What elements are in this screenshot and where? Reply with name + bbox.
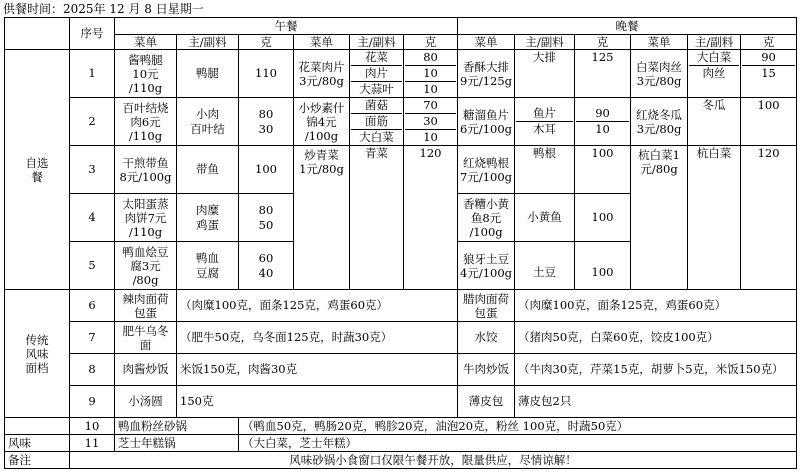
dish-name: 香酥大排 9元/125g xyxy=(458,50,515,98)
dish-name: 狼牙土豆 4元/100g xyxy=(458,242,515,290)
category-flavor: 风味 xyxy=(5,435,70,452)
gram-cell: 80 10 10 xyxy=(404,50,458,98)
dish-description: 米饭150克，肉酱30克 xyxy=(177,354,458,386)
row-number: 11 xyxy=(70,435,115,452)
dish-name: 薄皮包 xyxy=(458,386,515,418)
dish-name: 芝士年糕锅 xyxy=(115,435,239,452)
ingredient-cell: 鸭腿 xyxy=(177,50,239,98)
dish-name: 辣肉面荷 包蛋 xyxy=(115,290,177,322)
dish-name: 香糟小黄 鱼8元 /100g xyxy=(458,194,515,242)
col-dish: 菜单 xyxy=(458,35,515,50)
dish-name: 糖溜鱼片 6元/100g xyxy=(458,98,515,146)
ingredient-cell: 鱼片 木耳 xyxy=(515,98,575,146)
dish-description: （肥牛50克，乌冬面125克，时蔬30克） xyxy=(177,322,458,354)
ingredient-cell: 小肉 百叶结 xyxy=(177,98,239,146)
col-gram: 克 xyxy=(239,35,294,50)
table-row xyxy=(5,354,797,386)
header-row-meal xyxy=(5,18,797,35)
row-number: 10 xyxy=(70,418,115,435)
ingredient-cell: 肉糜 鸡蛋 xyxy=(177,194,239,242)
dish-description: （鸭血50克，鸭肠20克，鸭胗20克，油泡20克，粉丝 100克，时蔬50克） xyxy=(239,418,797,435)
gram-cell: 80 30 xyxy=(239,98,294,146)
dinner-header: 晚餐 xyxy=(458,18,797,35)
note-label: 备注 xyxy=(5,452,70,469)
menu-table xyxy=(4,17,797,469)
dish-name: 腊肉面荷 包蛋 xyxy=(458,290,515,322)
table-row xyxy=(5,50,797,98)
dish-name: 炒青菜 1元/80g xyxy=(294,146,350,290)
row-number: 1 xyxy=(70,50,115,98)
col-dish: 菜单 xyxy=(294,35,350,50)
dish-description: （牛肉30克，芹菜15克，胡萝卜5克，米饭150克） xyxy=(515,354,797,386)
ingredient-cell: 带鱼 xyxy=(177,146,239,194)
gram-cell: 100 xyxy=(239,146,294,194)
dish-description: 150克 xyxy=(177,386,458,418)
gram-cell: 90 15 xyxy=(741,50,797,98)
table-row xyxy=(5,418,797,435)
dish-description: （猪肉50克，白菜60克，饺皮100克） xyxy=(515,322,797,354)
table-row xyxy=(5,322,797,354)
table-row xyxy=(5,386,797,418)
row-number: 5 xyxy=(70,242,115,290)
gram-cell: 125 xyxy=(575,50,631,98)
serving-date-header xyxy=(3,1,204,17)
dish-name: 小汤圆 xyxy=(115,386,177,418)
col-gram: 克 xyxy=(404,35,458,50)
row-number: 7 xyxy=(70,322,115,354)
dish-description: （肉糜100克，面条125克，鸡蛋60克） xyxy=(177,290,458,322)
col-dish: 菜单 xyxy=(115,35,177,50)
dish-name: 杭白菜1 元/80g xyxy=(631,146,688,290)
note-row xyxy=(5,452,797,469)
gram-cell: 100 xyxy=(575,194,631,242)
col-ingredient: 主/副料 xyxy=(515,35,575,50)
category-traditional: 传统 风味 面档 xyxy=(5,290,70,418)
col-ingredient: 主/副料 xyxy=(177,35,239,50)
dish-name: 酱鸭腿 10元 /110g xyxy=(115,50,177,98)
dish-name: 肉酱炒饭 xyxy=(115,354,177,386)
lunch-header: 午餐 xyxy=(115,18,458,35)
serving-date-text: 供餐时间：2025年 12 月 8 日星期一 xyxy=(3,2,204,16)
ingredient-cell: 冬瓜 xyxy=(688,98,741,146)
table-row xyxy=(5,435,797,452)
col-dish: 菜单 xyxy=(631,35,688,50)
gram-cell: 100 xyxy=(575,146,631,194)
col-gram: 克 xyxy=(575,35,631,50)
seq-header: 序号 xyxy=(70,18,115,50)
gram-cell: 100 xyxy=(741,98,797,146)
dish-name: 水饺 xyxy=(458,322,515,354)
ingredient-cell: 菌菇 面筋 大白菜 xyxy=(350,98,404,146)
gram-cell: 120 xyxy=(741,146,797,290)
ingredient-cell: 杭白菜 xyxy=(688,146,741,290)
dish-name: 小炒素什 锦4元 /100g xyxy=(294,98,350,146)
ingredient-cell: 大白菜 肉丝 xyxy=(688,50,741,98)
dish-name: 肥牛乌冬 面 xyxy=(115,322,177,354)
dish-name: 红烧鸭根 7元/100g xyxy=(458,146,515,194)
col-ingredient: 主/副料 xyxy=(688,35,741,50)
dish-name: 红烧冬瓜 3元/80g xyxy=(631,98,688,146)
table-row xyxy=(5,98,797,146)
row-number: 8 xyxy=(70,354,115,386)
col-ingredient: 主/副料 xyxy=(350,35,404,50)
gram-cell: 110 xyxy=(239,50,294,98)
table-row xyxy=(5,290,797,322)
dish-name: 花菜肉片 3元/80g xyxy=(294,50,350,98)
dish-name: 干煎带鱼 8元/100g xyxy=(115,146,177,194)
ingredient-cell: 土豆 xyxy=(515,242,575,290)
ingredient-cell: 青菜 xyxy=(350,146,404,290)
gram-cell: 100 xyxy=(575,242,631,290)
dish-name: 白菜肉丝 3元/80g xyxy=(631,50,688,98)
dish-description: （肉糜100克，面条125克，鸡蛋60克） xyxy=(515,290,797,322)
row-number: 4 xyxy=(70,194,115,242)
gram-cell: 60 40 xyxy=(239,242,294,290)
ingredient-cell: 大排 xyxy=(515,50,575,98)
category-empty xyxy=(5,418,70,435)
gram-cell: 80 50 xyxy=(239,194,294,242)
dish-name: 鸭血烩豆 腐3元 /80g xyxy=(115,242,177,290)
gram-cell: 120 xyxy=(404,146,458,290)
category-header-cell xyxy=(5,18,70,50)
gram-cell: 90 10 xyxy=(575,98,631,146)
ingredient-cell: 小黄鱼 xyxy=(515,194,575,242)
col-gram: 克 xyxy=(741,35,797,50)
note-text: 风味砂锅小食窗口仅限午餐开放，限量供应，尽情谅解！ xyxy=(70,452,797,469)
dish-name: 鸭血粉丝砂锅 xyxy=(115,418,239,435)
dish-name: 百叶结烧 肉6元 /110g xyxy=(115,98,177,146)
dish-name: 牛肉炒饭 xyxy=(458,354,515,386)
ingredient-cell: 鸭血 豆腐 xyxy=(177,242,239,290)
dish-name: 太阳蛋蒸 肉饼7元 /110g xyxy=(115,194,177,242)
header-row-columns xyxy=(5,35,797,50)
ingredient-cell: 花菜 肉片 大蒜叶 xyxy=(350,50,404,98)
dish-description: 薄皮包2只 xyxy=(515,386,797,418)
table-row xyxy=(5,146,797,194)
ingredient-cell: 鸭根 xyxy=(515,146,575,194)
dish-description: （大白菜，芝士年糕） xyxy=(239,435,797,452)
category-self-select: 自选 餐 xyxy=(5,50,70,290)
row-number: 2 xyxy=(70,98,115,146)
row-number: 3 xyxy=(70,146,115,194)
row-number: 6 xyxy=(70,290,115,322)
row-number: 9 xyxy=(70,386,115,418)
gram-cell: 70 30 10 xyxy=(404,98,458,146)
